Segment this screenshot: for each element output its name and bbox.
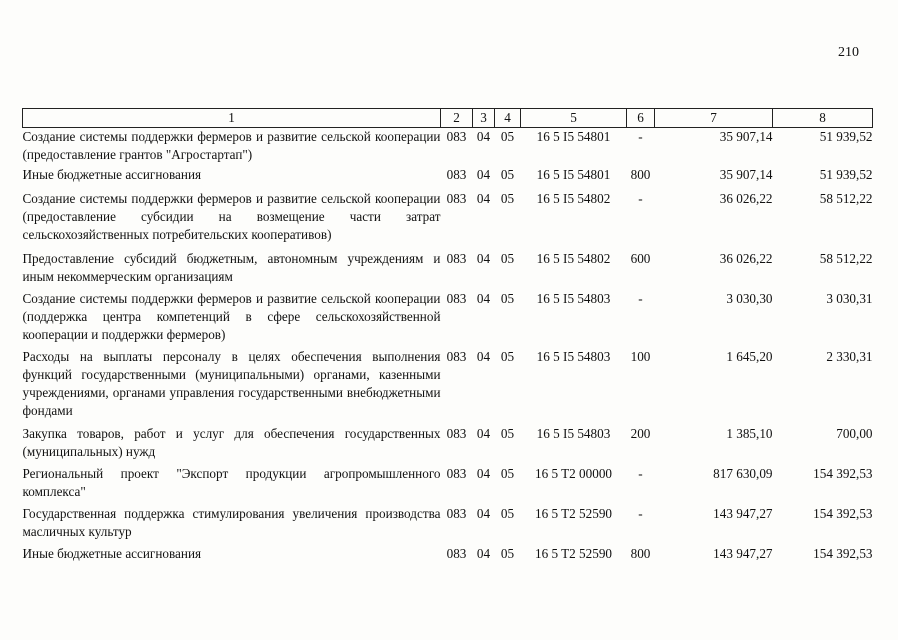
row-subsection: 05 xyxy=(500,129,515,144)
table-row xyxy=(23,465,873,505)
header-cell: 2 xyxy=(441,109,473,128)
row-name: Предоставление субсидий бюджетным, автономным учреждениям и иным некоммерческим организациям xyxy=(22,250,441,284)
row-amount-7: 817 630,09 xyxy=(713,465,773,481)
row-subsection: 05 xyxy=(500,465,515,481)
row-amount-7: 35 907,14 xyxy=(719,166,773,182)
row-expense-type: - xyxy=(638,505,643,521)
row-subsection: 05 xyxy=(500,505,515,521)
row-expense-type: 200 xyxy=(630,425,651,441)
row-ministry-code: 083 xyxy=(446,505,467,521)
table-row xyxy=(23,190,873,250)
row-amount-7: 36 026,22 xyxy=(719,190,773,206)
row-section: 04 xyxy=(476,545,491,561)
row-ministry-code: 083 xyxy=(446,129,467,144)
table-row xyxy=(23,128,873,166)
row-section: 04 xyxy=(476,425,491,441)
row-target-article: 16 5 I5 54803 xyxy=(536,425,611,441)
page-number: 210 xyxy=(838,45,859,60)
row-subsection: 05 xyxy=(500,166,515,182)
row-section: 04 xyxy=(476,505,491,521)
table-row xyxy=(23,348,873,425)
row-expense-type: 800 xyxy=(630,166,651,182)
row-name: Создание системы поддержки фермеров и развитие сельской кооперации (поддержка центра компетенций в сфере сельскохозяйственной кооперации и поддержки фермеров) xyxy=(22,290,441,342)
row-name: Расходы на выплаты персоналу в целях обеспечения выполнения функций государственными (муниципальными) органами, казенными учреждениями, органами управления государственными внебюджетными фондами xyxy=(22,348,441,418)
row-name: Создание системы поддержки фермеров и развитие сельской кооперации (предоставление грантов "Агростартап") xyxy=(22,129,441,162)
header-cell: 4 xyxy=(495,109,521,128)
header-cell: 6 xyxy=(627,109,655,128)
row-section: 04 xyxy=(476,190,491,206)
row-section: 04 xyxy=(476,465,491,481)
row-amount-8: 154 392,53 xyxy=(813,545,873,561)
row-target-article: 16 5 T2 52590 xyxy=(534,545,613,561)
table-row xyxy=(23,166,873,190)
table-row xyxy=(23,250,873,290)
row-name: Закупка товаров, работ и услуг для обеспечения государственных (муниципальных) нужд xyxy=(22,425,441,459)
row-section: 04 xyxy=(476,290,491,306)
row-amount-7: 3 030,30 xyxy=(726,290,773,306)
row-ministry-code: 083 xyxy=(446,166,467,182)
row-subsection: 05 xyxy=(500,250,515,266)
header-cell: 5 xyxy=(521,109,627,128)
row-amount-7: 143 947,27 xyxy=(713,505,773,521)
header-cell: 1 xyxy=(23,109,441,128)
row-amount-8: 154 392,53 xyxy=(813,465,873,481)
row-amount-8: 51 939,52 xyxy=(819,166,873,182)
row-name: Иные бюджетные ассигнования xyxy=(22,166,202,182)
row-amount-8: 58 512,22 xyxy=(819,250,873,266)
row-expense-type: 800 xyxy=(630,545,651,561)
row-subsection: 05 xyxy=(500,190,515,206)
table-row xyxy=(23,425,873,465)
row-target-article: 16 5 I5 54801 xyxy=(536,129,611,144)
row-amount-7: 143 947,27 xyxy=(713,545,773,561)
table-row xyxy=(23,545,873,569)
row-amount-7: 1 645,20 xyxy=(726,348,773,364)
row-amount-8: 700,00 xyxy=(836,425,873,441)
row-target-article: 16 5 T2 00000 xyxy=(534,465,613,481)
header-cell: 8 xyxy=(773,109,873,128)
header-cell: 7 xyxy=(655,109,773,128)
row-target-article: 16 5 I5 54803 xyxy=(536,290,611,306)
row-expense-type: 600 xyxy=(630,250,651,266)
row-ministry-code: 083 xyxy=(446,190,467,206)
table-header-row xyxy=(23,109,873,128)
row-subsection: 05 xyxy=(500,545,515,561)
header-cell: 3 xyxy=(473,109,495,128)
row-expense-type: - xyxy=(638,190,643,206)
row-ministry-code: 083 xyxy=(446,250,467,266)
row-expense-type: - xyxy=(638,129,643,144)
row-amount-8: 3 030,31 xyxy=(826,290,873,306)
row-expense-type: - xyxy=(638,465,643,481)
row-amount-7: 35 907,14 xyxy=(719,129,773,144)
row-target-article: 16 5 I5 54802 xyxy=(536,250,611,266)
budget-table xyxy=(22,108,873,569)
row-target-article: 16 5 T2 52590 xyxy=(534,505,613,521)
row-amount-8: 154 392,53 xyxy=(813,505,873,521)
table-row xyxy=(23,290,873,348)
row-name: Государственная поддержка стимулирования увеличения производства масличных культур xyxy=(22,505,441,539)
row-amount-8: 51 939,52 xyxy=(819,129,873,144)
row-expense-type: 100 xyxy=(630,348,651,364)
row-amount-8: 58 512,22 xyxy=(819,190,873,206)
row-expense-type: - xyxy=(638,290,643,306)
row-target-article: 16 5 I5 54802 xyxy=(536,190,611,206)
table-row xyxy=(23,505,873,545)
row-ministry-code: 083 xyxy=(446,290,467,306)
row-section: 04 xyxy=(476,348,491,364)
row-section: 04 xyxy=(476,129,491,144)
row-name: Иные бюджетные ассигнования xyxy=(22,545,202,561)
row-amount-7: 1 385,10 xyxy=(726,425,773,441)
row-amount-8: 2 330,31 xyxy=(826,348,873,364)
row-ministry-code: 083 xyxy=(446,465,467,481)
row-name: Региональный проект "Экспорт продукции агропромышленного комплекса" xyxy=(22,465,441,499)
row-amount-7: 36 026,22 xyxy=(719,250,773,266)
row-name: Создание системы поддержки фермеров и развитие сельской кооперации (предоставление субсидии на возмещение части затрат сельскохозяйственных потребительских кооперативов) xyxy=(22,190,441,242)
row-ministry-code: 083 xyxy=(446,425,467,441)
row-subsection: 05 xyxy=(500,290,515,306)
row-ministry-code: 083 xyxy=(446,545,467,561)
row-target-article: 16 5 I5 54803 xyxy=(536,348,611,364)
row-section: 04 xyxy=(476,166,491,182)
row-ministry-code: 083 xyxy=(446,348,467,364)
row-subsection: 05 xyxy=(500,425,515,441)
row-section: 04 xyxy=(476,250,491,266)
row-subsection: 05 xyxy=(500,348,515,364)
row-target-article: 16 5 I5 54801 xyxy=(536,166,611,182)
